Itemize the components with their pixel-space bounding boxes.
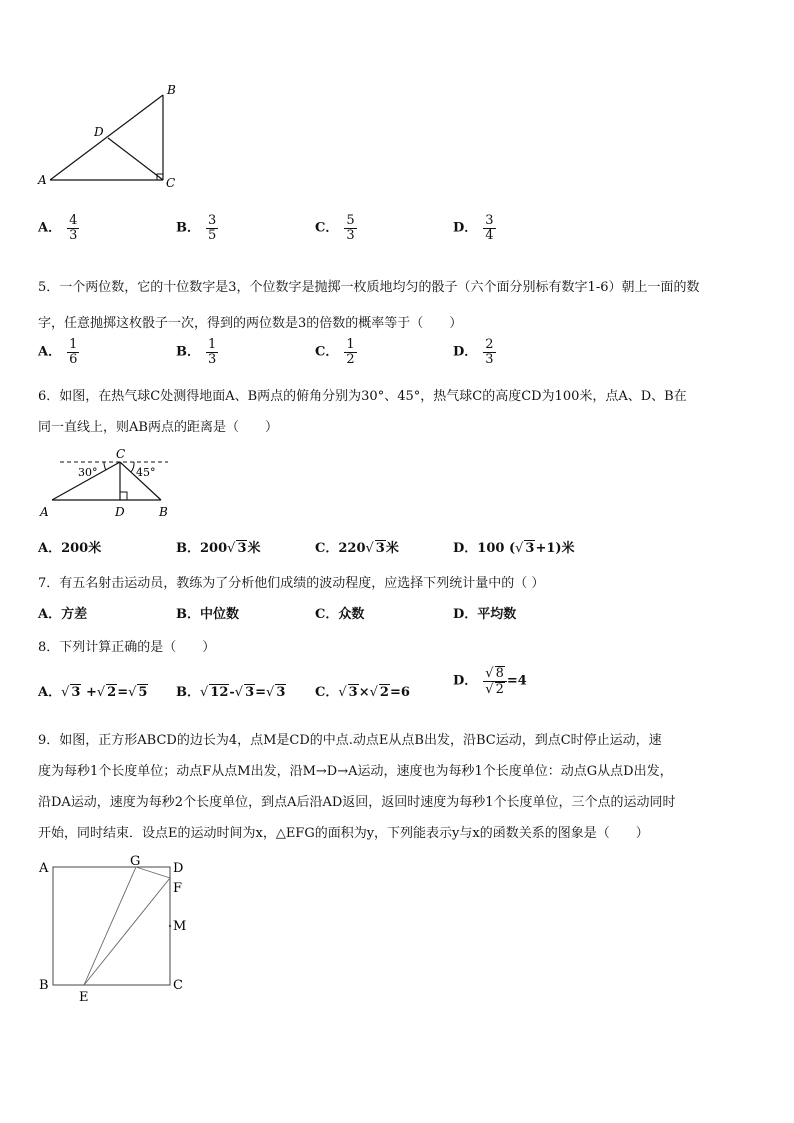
fraction: $\frac{4}{3}$ [69, 213, 78, 243]
q5-option-a[interactable]: A． $\frac{1}{6}$ [38, 337, 78, 367]
segment-eg [84, 867, 136, 985]
q4-option-c[interactable]: C． $\frac{5}{3}$ [315, 213, 355, 243]
q5-stem-line2: 字，任意抛掷这枚骰子一次，得到的两位数是3的倍数的概率等于（ ） [38, 316, 463, 331]
q6-option-d[interactable]: D．100 (√ 3+1)米 [453, 541, 575, 556]
label-d: D [94, 125, 104, 139]
q6-option-a[interactable]: A．200米 [38, 541, 102, 556]
angle-label-30: 30° [78, 466, 98, 479]
label-a: A [38, 173, 47, 187]
label-d: D [115, 505, 125, 519]
q9-stem-line1: 9．如图，正方形ABCD的边长为4，点M是CD的中点.动点E从点B出发，沿BC运动，到点C时停止运动，速 [38, 733, 662, 748]
segment-ef [84, 878, 170, 985]
fraction: $\frac{1}{2}$ [346, 337, 355, 367]
q9-stem-line3: 沿DA运动，速度为每秒2个长度单位，到点A后沿AD返回，返回时速度为每秒1个长度单位，三个点的运动同时 [38, 795, 676, 810]
q7-option-a[interactable]: A．方差 [38, 607, 88, 622]
label-a: A [39, 861, 49, 876]
q9-stem-line2: 度为每秒1个长度单位；动点F从点M出发，沿M→D→A运动，速度也为每秒1个长度单位：动点G从点D出发， [38, 764, 673, 779]
label-e: E [79, 990, 89, 1005]
q8-option-a[interactable]: A．√ 3 +√ 2=√ 5 [38, 685, 148, 700]
label-m: M [173, 919, 187, 934]
angle-label-45: 45° [136, 466, 156, 479]
q4-option-a[interactable]: A． $\frac{4}{3}$ [38, 213, 78, 243]
label-f: F [173, 881, 183, 896]
q5-option-b[interactable]: B． $\frac{1}{3}$ [176, 337, 217, 367]
q5-option-c[interactable]: C． $\frac{1}{2}$ [315, 337, 355, 367]
q4-option-b[interactable]: B． $\frac{3}{5}$ [176, 213, 217, 243]
fraction: $\frac{1}{3}$ [208, 337, 217, 367]
q8-stem: 8．下列计算正确的是（ ） [38, 640, 216, 655]
q8-option-b[interactable]: B．√ 12-√ 3=√ 3 [176, 685, 286, 700]
q6-option-c[interactable]: C．220√ 3米 [315, 541, 399, 556]
label-b: B [167, 83, 176, 97]
fraction: $\frac{5}{3}$ [346, 213, 355, 243]
square-figure-q9 [34, 850, 194, 1005]
fraction: $\frac{2}{3}$ [485, 337, 494, 367]
q6-stem-line2: 同一直线上，则AB两点的距离是（ ） [38, 420, 278, 435]
q7-option-d[interactable]: D．平均数 [453, 607, 517, 622]
point-m [169, 925, 171, 927]
angle-arc-30 [104, 462, 106, 470]
triangle-figure-q4 [30, 80, 190, 195]
label-d: D [173, 861, 184, 876]
label-c: C [166, 176, 176, 190]
q8-option-d[interactable]: D． $\frac{√ 8}{√ 2}$ =4 [453, 666, 527, 697]
q5-option-d[interactable]: D． $\frac{2}{3}$ [453, 337, 494, 367]
fraction: $\frac{√ 8}{√ 2}$ [483, 666, 507, 696]
q7-option-c[interactable]: C．众数 [315, 607, 365, 622]
q6-option-b[interactable]: B．200√ 3米 [176, 541, 261, 556]
label-b: B [159, 505, 168, 519]
label-a: A [40, 505, 49, 519]
fraction: $\frac{3}{5}$ [208, 213, 217, 243]
angle-arc-45 [131, 462, 134, 472]
balloon-figure-q6 [30, 444, 190, 522]
label-c: C [116, 447, 126, 461]
segment-dc [108, 138, 163, 180]
q8-option-c[interactable]: C．√ 3×√ 2=6 [315, 685, 410, 700]
q6-stem-line1: 6．如图，在热气球C处测得地面A、B两点的俯角分别为30°、45°，热气球C的高度CD为100米，点A、D、B在 [38, 389, 687, 404]
q7-option-b[interactable]: B．中位数 [176, 607, 239, 622]
q4-option-d[interactable]: D． $\frac{3}{4}$ [453, 213, 494, 243]
segment-gf [136, 867, 170, 878]
q5-stem-line1: 5．一个两位数，它的十位数字是3，个位数字是抛掷一枚质地均匀的骰子（六个面分别标有数字1-6）朝上一面的数 [38, 280, 700, 295]
q9-stem-line4: 开始，同时结束．设点E的运动时间为x，△EFG的面积为y，下列能表示y与x的函数关系的图象是（ ） [38, 826, 649, 841]
right-angle-mark [120, 492, 127, 500]
square-abcd [53, 867, 170, 985]
label-c: C [173, 978, 183, 993]
label-b: B [39, 978, 49, 993]
fraction: $\frac{3}{4}$ [485, 213, 494, 243]
q7-stem: 7．有五名射击运动员，教练为了分析他们成绩的波动程度，应选择下列统计量中的（ ） [38, 576, 545, 591]
label-g: G [130, 854, 141, 869]
fraction: $\frac{1}{6}$ [69, 337, 78, 367]
